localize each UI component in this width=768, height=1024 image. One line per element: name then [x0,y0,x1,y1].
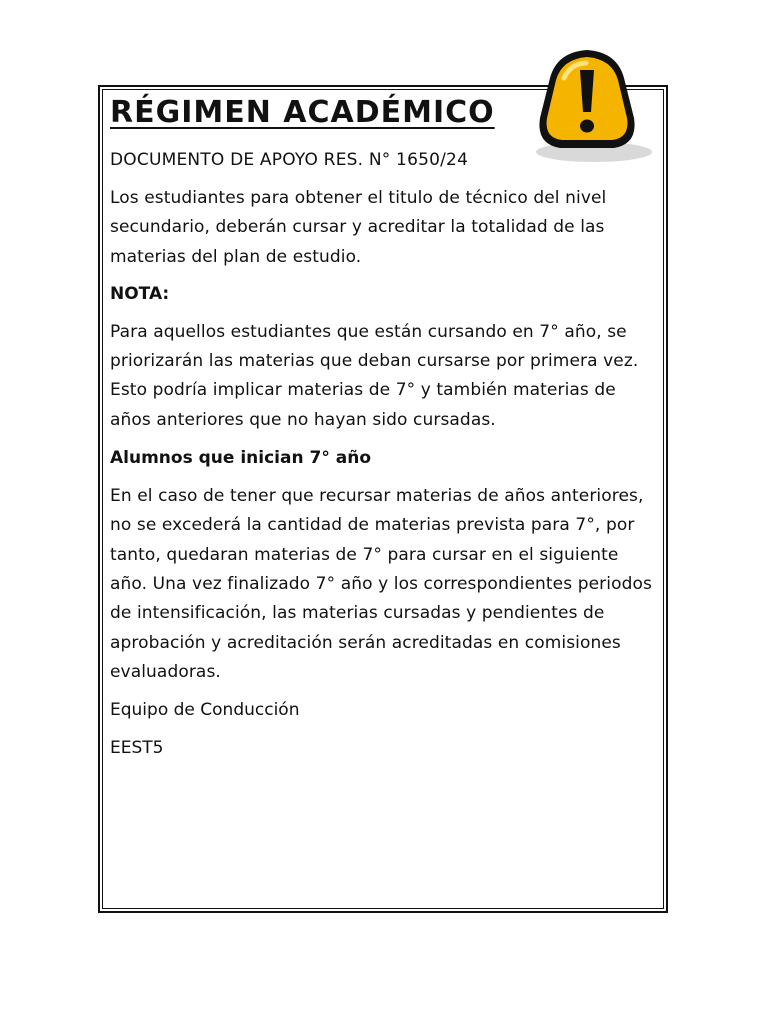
intro-paragraph: Los estudiantes para obtener el titulo de técnico del nivel secundario, deberán cursar y acreditar la totalidad de las materias del plan de estudio. [110,188,607,267]
signature-school: EEST5 [110,738,164,759]
signature-team: Equipo de Conducción [110,700,300,721]
nota-label: NOTA: [110,283,170,304]
document-content [110,92,658,763]
section-paragraph: En el caso de tener que recursar materias de años anteriores, no se excederá la cantidad de materias prevista para 7°, por tanto, quedaran materias de 7° para cursar en el siguiente año. Una vez finalizado 7° año y los correspondientes periodos de intensificación, las materias cursadas y pendientes de aprobación y acreditación serán acreditadas en comisiones evaluadoras. [110,486,652,682]
nota-paragraph: Para aquellos estudiantes que están cursando en 7° año, se priorizarán las materias que deban cursarse por primera vez. Esto podría implicar materias de 7° y también materias de años anteriores que no hayan sido cursadas. [110,321,639,430]
document-subtitle: DOCUMENTO DE APOYO RES. N° 1650/24 [110,150,469,170]
section-heading: Alumnos que inician 7° año [110,448,371,469]
page-title: RÉGIMEN ACADÉMICO [110,95,495,130]
